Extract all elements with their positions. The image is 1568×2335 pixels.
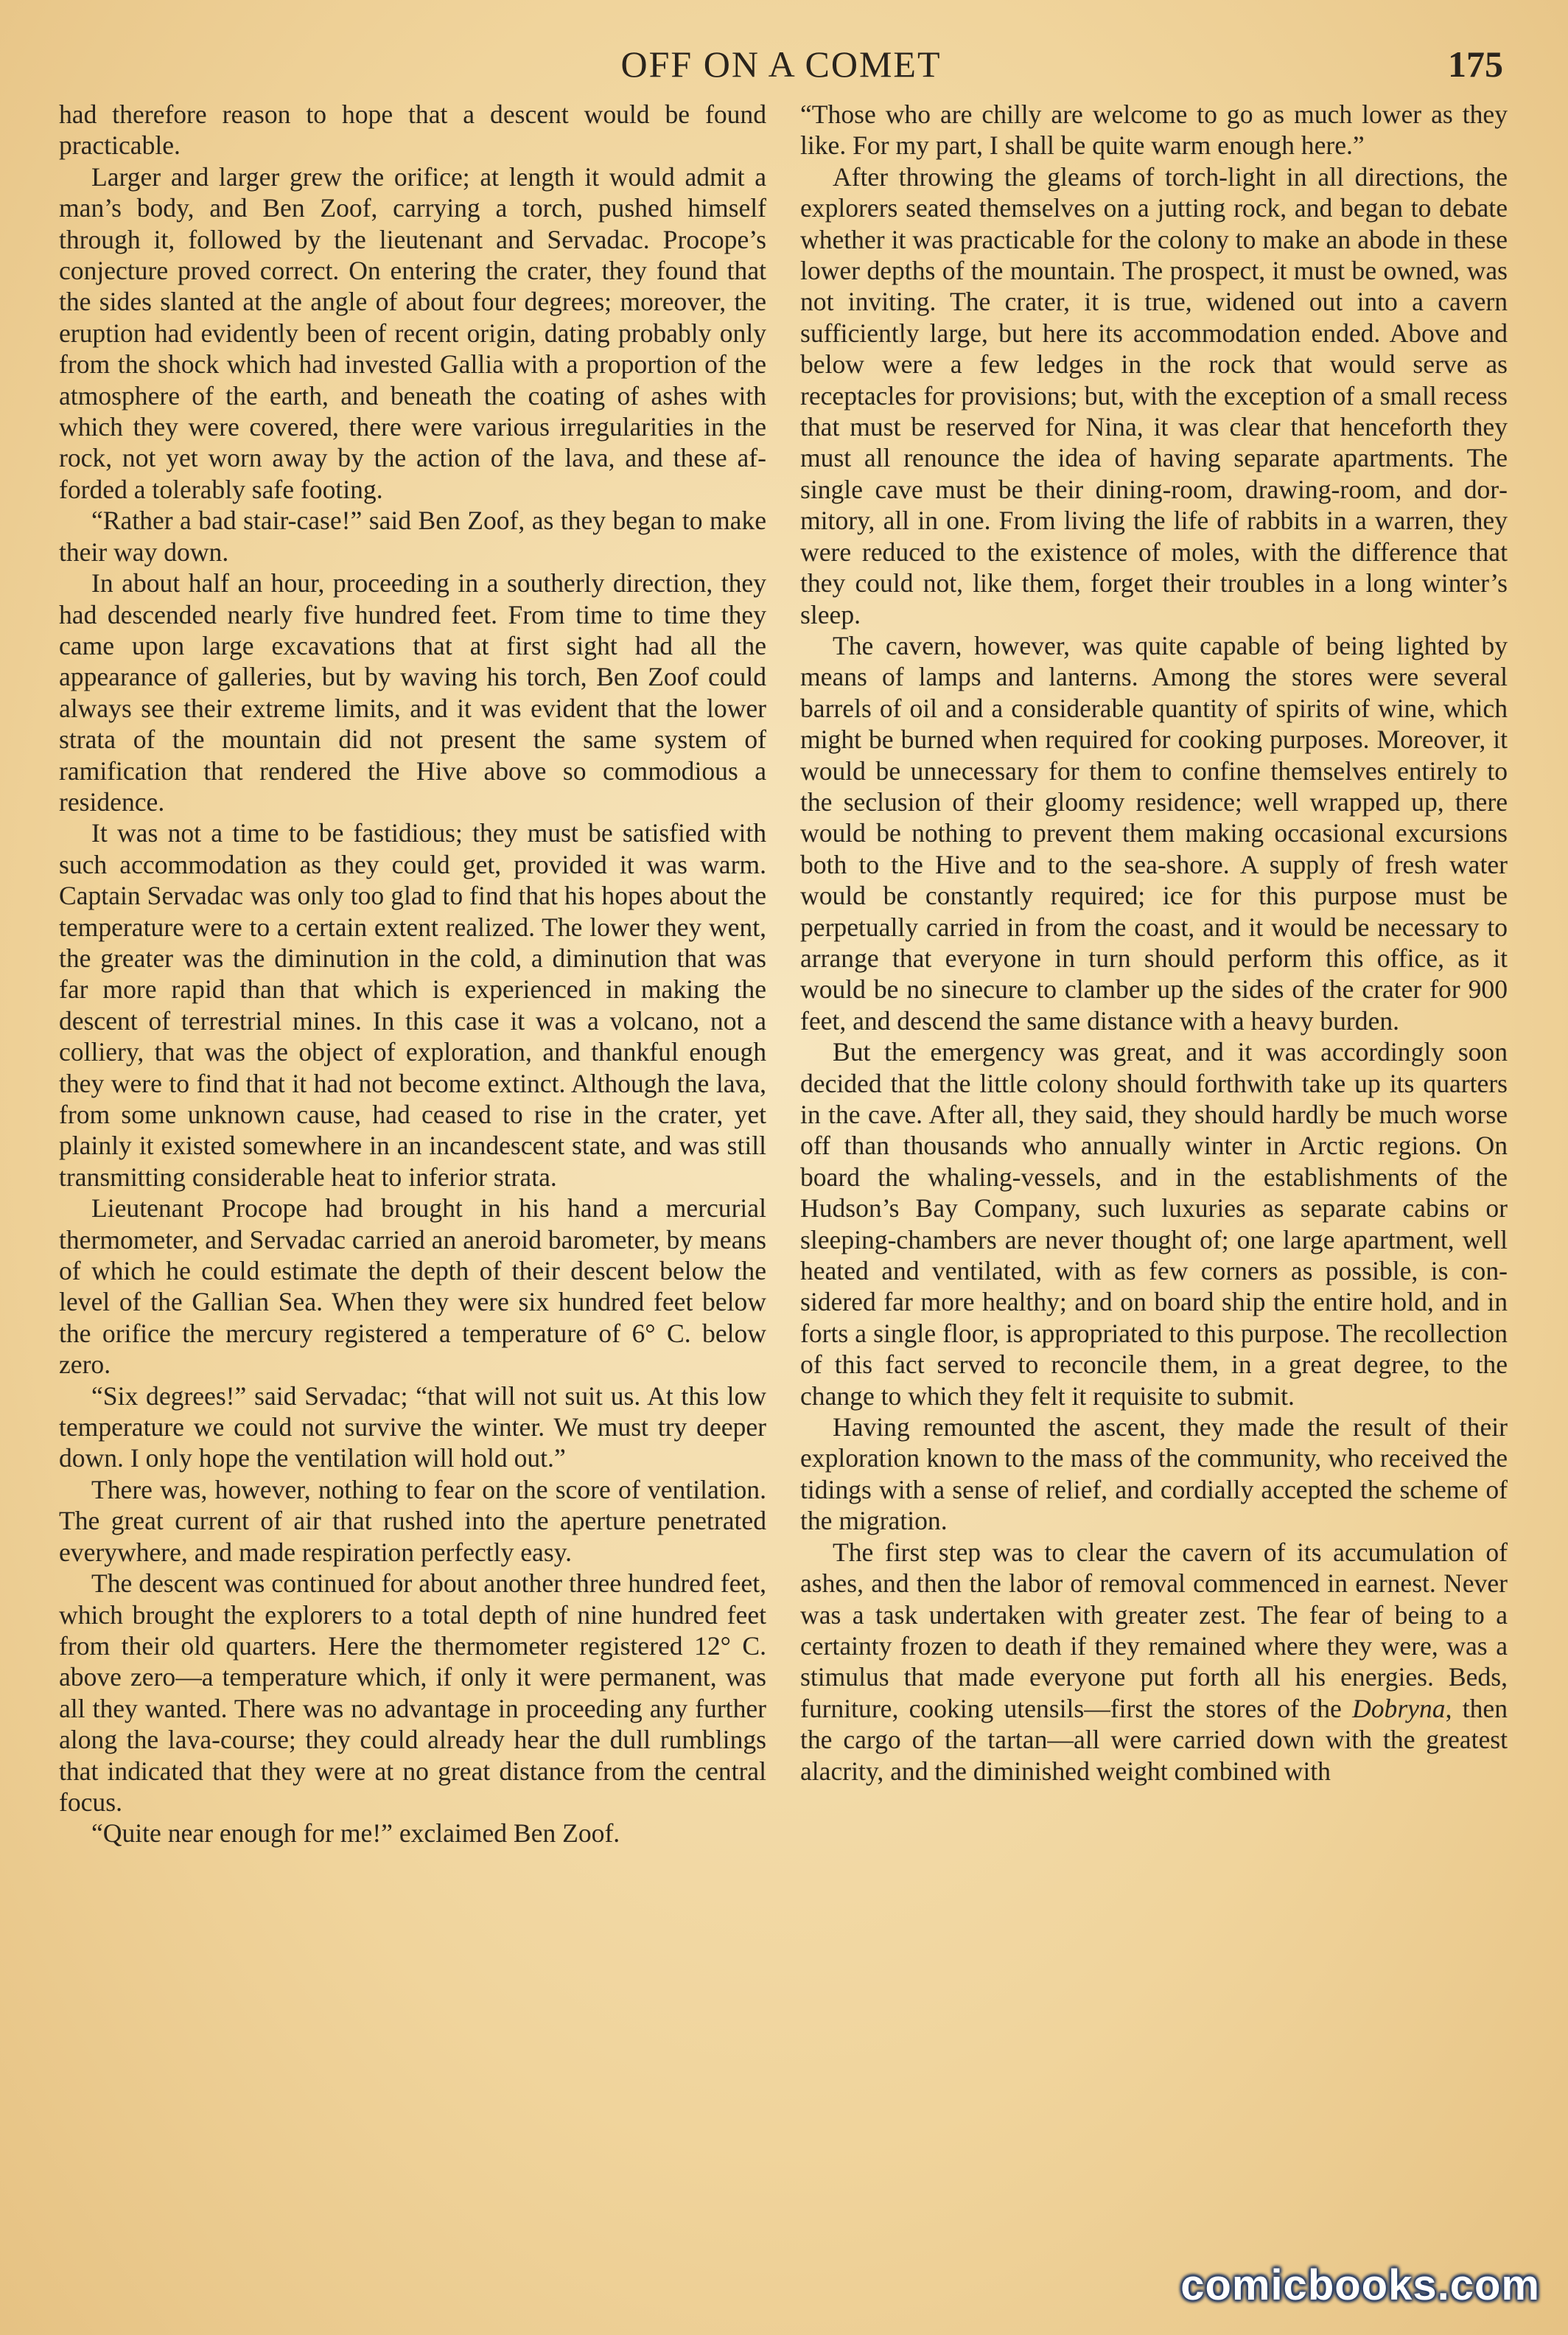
paragraph: But the emergency was great, and it was accordingly soon decided that the little colony should forthwith take up its quarters in the cave. After all, they said, they should hardly be much worse off than thousands who annually winter in Arctic regions. On board the whaling-vessels, and in the establishments of the Hudson’s Bay Company, such luxuries as separate cabins or sleeping-chambers are never thought of; one large apartment, well heated and ventilated, with as few corners as possible, is considered far more healthy; and on board ship the entire hold, and in forts a single floor, is appropriated to this purpose. The recollection of this fact served to reconcile them, in a great degree, to the change to which they felt it requisite to submit.	[800, 1037, 1508, 1411]
paragraph: “Quite near enough for me!” exclaimed Ben Zoof.	[91, 1818, 620, 1849]
running-title: OFF ON A COMET	[620, 43, 942, 85]
paragraph: The descent was continued for about another three hundred feet, which brought the explorers to a total depth of nine hundred feet from their old quarters. Here the thermometer registered 12° C. above zero—a temperature which, if only it were permanent, was all they wanted. There was no advantage in proceeding any further along the lava-course; they could already hear the dull rumblings that indicated that they were at no great distance from the central focus.	[59, 1568, 766, 1817]
right-column	[800, 99, 1508, 1787]
paragraph: “Rather a bad stair-case!” said Ben Zoof, as they began to make their way down.	[59, 506, 766, 567]
paragraph: After throwing the gleams of torch-light in all directions, the explorers seated themselves on a jutting rock, and began to debate whether it was practicable for the colony to make an abode in these lower depths of the mountain. The prospect, it must be owned, was not inviting. The crater, it is true, widened out into a cavern sufficiently large, but here its accommodation ended. Above and below were a few ledges in the rock that would serve as receptacles for provisions; but, with the exception of a small recess that must be reserved for Nina, it was clear that henceforth they must all renounce the idea of having separate apartments. The single cave must be their dining-room, drawing-room, and dormitory, all in one. From living the life of rabbits in a warren, they were reduced to the existence of moles, with the difference that they could not, like them, forget their troubles in a long winter’s sleep.	[800, 161, 1508, 629]
page-number: 175	[1448, 43, 1503, 85]
left-column	[59, 99, 766, 1849]
paragraph: “Those who are chilly are welcome to go as much lower as they like. For my part, I shall be quite warm enough here.”	[800, 100, 1508, 161]
text-run: The first step was to clear the cavern of its accumulation of ashes, and then the labor of removal commenced in earnest. Never was a task undertaken with greater zest. The fear of being to a certainty frozen to death if they remained where they were, was a stimulus that made everyone put forth all his energies. Beds, furniture, cooking utensils—first the stores of the	[800, 1537, 1508, 1723]
paragraph: In about half an hour, proceeding in a southerly direction, they had descended nearly five hundred feet. From time to time they came upon large excavations that at first sight had all the appearance of galleries, but by waving his torch, Ben Zoof could always see their extreme limits, and it was evident that the lower strata of the mountain did not present the same system of ramification that rendered the Hive above so commodious a residence.	[59, 568, 766, 817]
paragraph: Having remounted the ascent, they made the result of their exploration known to the mass of the community, who received the tidings with a sense of relief, and cordially accepted the scheme of the migration.	[800, 1412, 1508, 1536]
paragraph: There was, however, nothing to fear on the score of ventilation. The great current of air that rushed into the aperture penetrated everywhere, and made respiration perfectly easy.	[59, 1474, 766, 1567]
paragraph: It was not a time to be fastidious; they must be satisfied with such accommodation as they could get, provided it was warm. Captain Servadac was only too glad to find that his hopes about the temperature were to a certain extent realized. The lower they went, the greater was the diminution in the cold, a diminution that was far more rapid than that which is experienced in making the descent of terrestrial mines. In this case it was a volcano, not a colliery, that was the object of exploration, and thankful enough they were to find that it had not become extinct. Although the lava, from some unknown cause, had ceased to rise in the crater, yet plainly it existed somewhere in an incandescent state, and was still transmitting considerable heat to inferior strata.	[59, 818, 766, 1192]
paragraph: Lieutenant Procope had brought in his hand a mercurial thermometer, and Servadac carried an aneroid barometer, by means of which he could estimate the depth of their descent below the level of the Gallian Sea. When they were six hundred feet below the orifice the mercury registered a temperature of 6° C. below zero.	[59, 1193, 766, 1380]
paragraph: Larger and larger grew the orifice; at length it would admit a man’s body, and Ben Zoof, carrying a torch, pushed himself through it, followed by the lieutenant and Servadac. Procope’s conjecture proved correct. On entering the crater, they found that the sides slanted at the angle of about four degrees; moreover, the eruption had evidently been of recent origin, dating probably only from the shock which had invested Gallia with a proportion of the atmosphere of the earth, and beneath the coating of ashes with which they were covered, there were various irregularities in the rock, not yet worn away by the action of the lava, and these afforded a tolerably safe footing.	[59, 161, 766, 504]
paragraph: had therefore reason to hope that a descent would be found practicable.	[59, 100, 766, 161]
paragraph: The cavern, however, was quite capable of being lighted by means of lamps and lanterns. Among the stores were several barrels of oil and a considerable quantity of spirits of wine, which might be burned when required for cooking purposes. Moreover, it would be unnecessary for them to confine themselves entirely to the seclusion of their gloomy residence; well wrapped up, there would be nothing to prevent them making occasional excursions both to the Hive and to the sea-shore. A supply of fresh water would be constantly required; ice for this purpose must be perpetually carried in from the coast, and it would be necessary to arrange that everyone in turn should perform this office, as it would be no sinecure to clamber up the sides of the crater for 900 feet, and descend the same distance with a heavy burden.	[800, 630, 1508, 1036]
text-run: , then the cargo of the tartan—all were carried down with the greatest alacrity, and the diminished weight combined with	[800, 1693, 1508, 1786]
watermark: comicbooks.com	[1180, 2261, 1540, 2309]
paragraph	[800, 1537, 1508, 1787]
page-header	[59, 38, 1503, 90]
ship-name: Dobryna	[1352, 1693, 1446, 1723]
paragraph: “Six degrees!” said Servadac; “that will not suit us. At this low temperature we could not survive the winter. We must try deeper down. I only hope the ventilation will hold out.”	[59, 1381, 766, 1473]
